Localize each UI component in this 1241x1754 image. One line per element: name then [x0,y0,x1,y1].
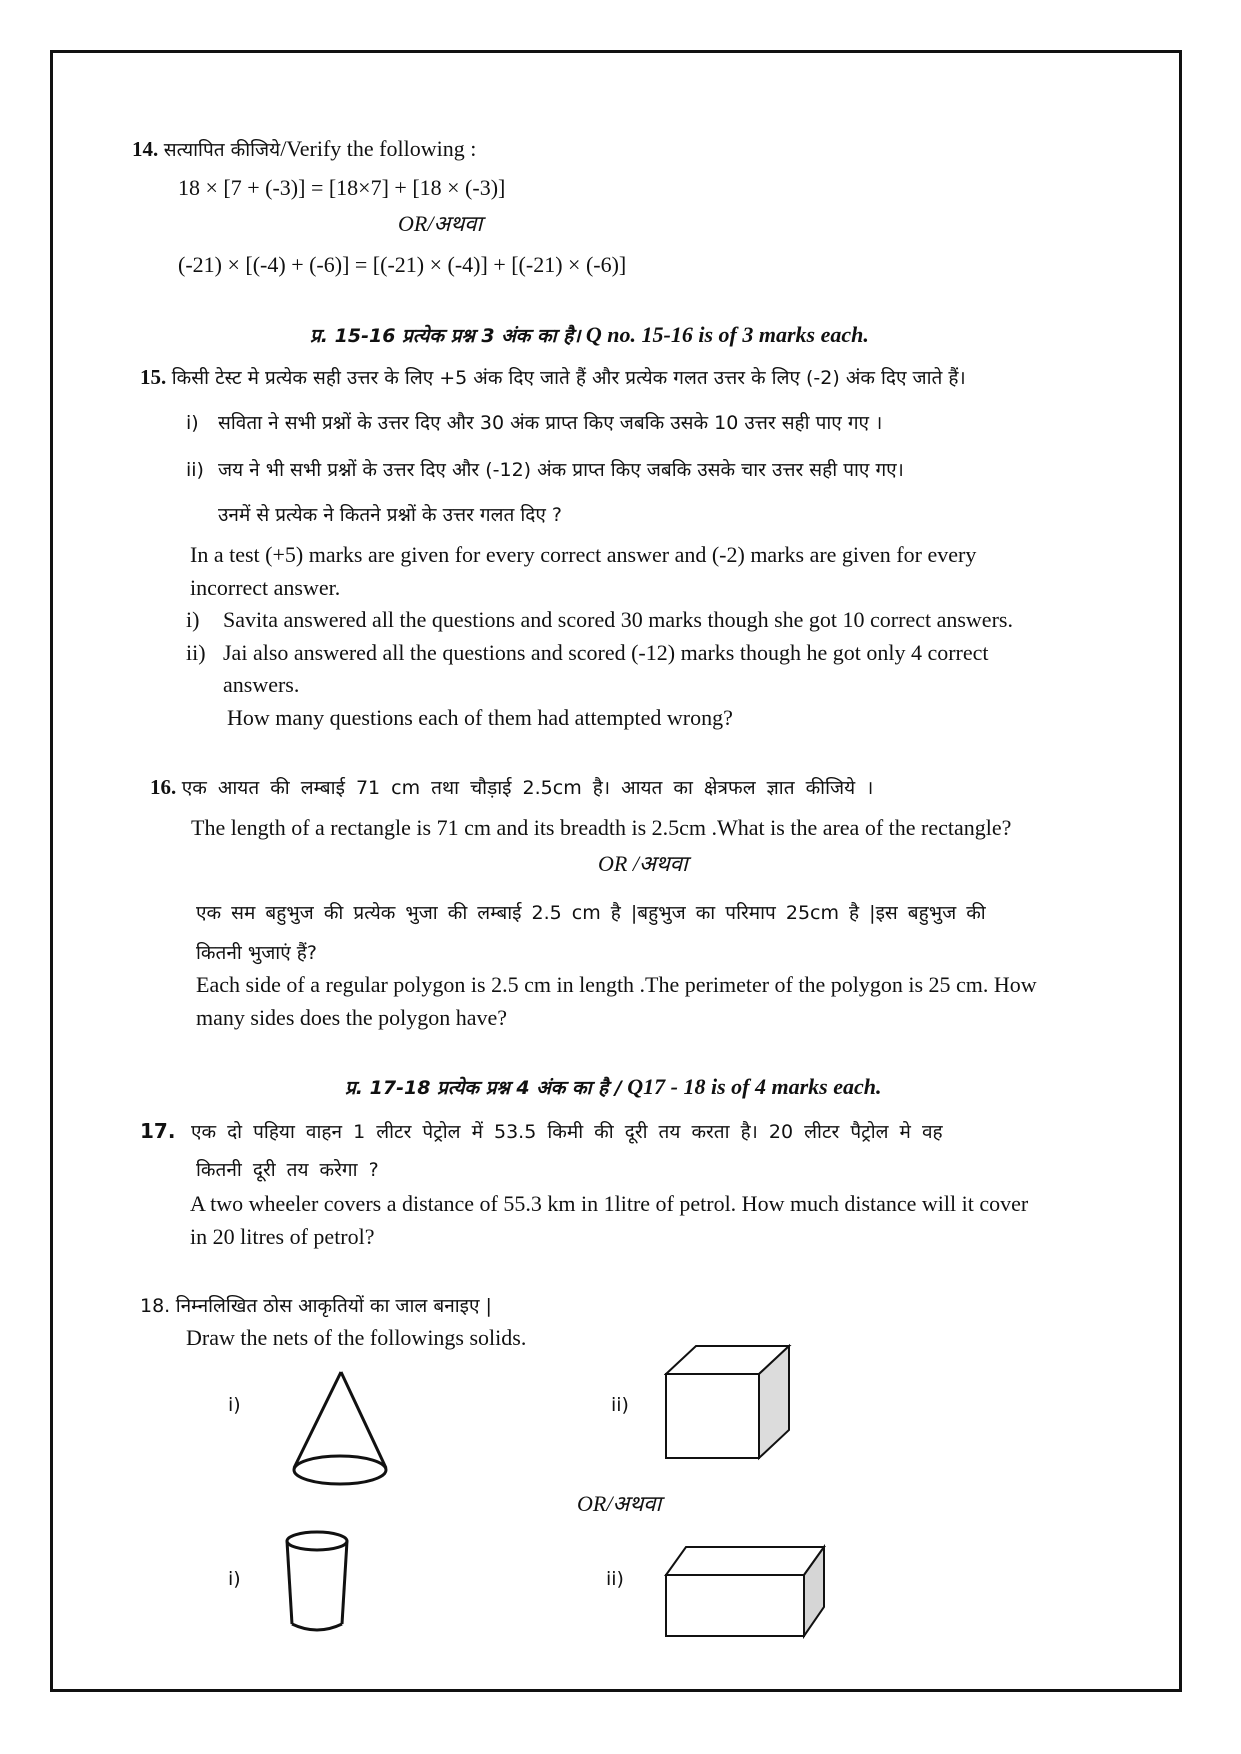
q15-hindi-question: उनमें से प्रत्येक ने कितने प्रश्नों के उत्तर गलत दिए ? [218,504,563,526]
q15-english-ii-line-2: answers. [223,672,300,697]
q15-hindi-i-label: i) [186,412,199,434]
q16-hindi-main [150,774,873,801]
q18-hindi-text: निम्नलिखित ठोस आकृतियों का जाल बनाइए | [175,1295,492,1317]
q17-hindi-line-1 [140,1118,943,1145]
cylinder-icon [280,1528,360,1638]
q17-english-line-2: in 20 litres of petrol? [190,1224,375,1249]
q16-hindi-alt-line-2: कितनी भुजाएं हैं? [196,942,317,964]
fig2-label: ii) [611,1394,629,1416]
q15-english-line-1: In a test (+5) marks are given for every correct answer and (-2) marks are given for every [190,542,977,567]
q16-or: OR /अथवा [598,851,688,876]
q16-english-alt-line-1: Each side of a regular polygon is 2.5 cm in length .The perimeter of the polygon is 25 cm. How [196,972,1037,997]
q14-number: 14. [132,137,159,161]
q15-hindi-ii: जय ने भी सभी प्रश्नों के उत्तर दिए और (-12) अंक प्राप्त किए जबकि उसके चार उत्तर सही पाए गए। [218,459,904,481]
section-header-17-18 [345,1074,881,1101]
fig3-label: i) [228,1568,241,1590]
q16-hindi-text: एक आयत की लम्बाई 71 cm तथा चौड़ाई 2.5cm है। आयत का क्षेत्रफल ज्ञात कीजिये । [181,777,874,799]
q14-or: OR/अथवा [398,211,483,236]
q14-equation-1: 18 × [7 + (-3)] = [18×7] + [18 × (-3)] [178,175,506,200]
q16-english-main: The length of a rectangle is 71 cm and its breadth is 2.5cm .What is the area of the rectangle? [191,815,1012,840]
section-header-17-18-hindi: प्र. 17-18 प्रत्येक प्रश्न 4 अंक का है / [345,1077,622,1099]
section-header-15-16 [310,322,869,349]
q15-english-ii-line-1: Jai also answered all the questions and scored (-12) marks though he got only 4 correct [223,640,989,665]
q18-english: Draw the nets of the followings solids. [186,1325,527,1350]
q17-hindi-text: एक दो पहिया वाहन 1 लीटर पेट्रोल में 53.5 किमी की दूरी तय करता है। 20 लीटर पैट्रोल मे वह [190,1121,943,1143]
q15-hindi-text: किसी टेस्ट मे प्रत्येक सही उत्तर के लिए +5 अंक दिए जाते हैं और प्रत्येक गलत उत्तर के लिए (-2) अंक दिए जाते हैं। [171,367,966,389]
section-header-15-16-english: Q no. 15-16 is of 3 marks each. [580,322,869,347]
q15-english-line-2: incorrect answer. [190,575,341,600]
q17-hindi-line-2: कितनी दूरी तय करेगा ? [196,1159,379,1181]
q16-number: 16. [150,775,177,799]
section-header-15-16-hindi: प्र. 15-16 प्रत्येक प्रश्न 3 अंक का है। [310,325,581,347]
q15-english-i: Savita answered all the questions and scored 30 marks though she got 10 correct answers. [223,607,1013,632]
cuboid-icon [664,1543,826,1639]
q14-heading [132,136,476,163]
cone-icon [280,1368,400,1498]
q15-english-ii-label: ii) [186,640,206,665]
q15-english-question: How many questions each of them had attempted wrong? [227,705,733,730]
fig1-label: i) [228,1394,241,1416]
q18-or: OR/अथवा [577,1491,662,1516]
q18-hindi [140,1292,492,1319]
cube-icon [664,1342,794,1462]
q18-number: 18. [140,1295,171,1317]
q14-equation-2: (-21) × [(-4) + (-6)] = [(-21) × (-4)] + [(-21) × (-6)] [178,252,627,277]
q15-hindi-ii-label: ii) [186,459,204,481]
q16-english-alt-line-2: many sides does the polygon have? [196,1005,507,1030]
q14-title-hindi: सत्यापित कीजिये [163,139,281,161]
q17-number: 17. [140,1119,176,1143]
q14-title-english: /Verify the following : [280,136,477,161]
q15-hindi-main [140,364,966,391]
q17-english-line-1: A two wheeler covers a distance of 55.3 km in 1litre of petrol. How much distance will it cover [190,1191,1029,1216]
section-header-17-18-english: Q17 - 18 is of 4 marks each. [621,1074,882,1099]
q15-english-i-label: i) [186,607,200,632]
q15-hindi-i: सविता ने सभी प्रश्नों के उत्तर दिए और 30 अंक प्राप्त किए जबकि उसके 10 उत्तर सही पाए गए । [218,412,883,434]
q16-hindi-alt-line-1: एक सम बहुभुज की प्रत्येक भुजा की लम्बाई 2.5 cm है |बहुभुज का परिमाप 25cm है |इस बहुभुज की [196,902,986,924]
fig4-label: ii) [606,1568,624,1590]
q15-number: 15. [140,365,167,389]
